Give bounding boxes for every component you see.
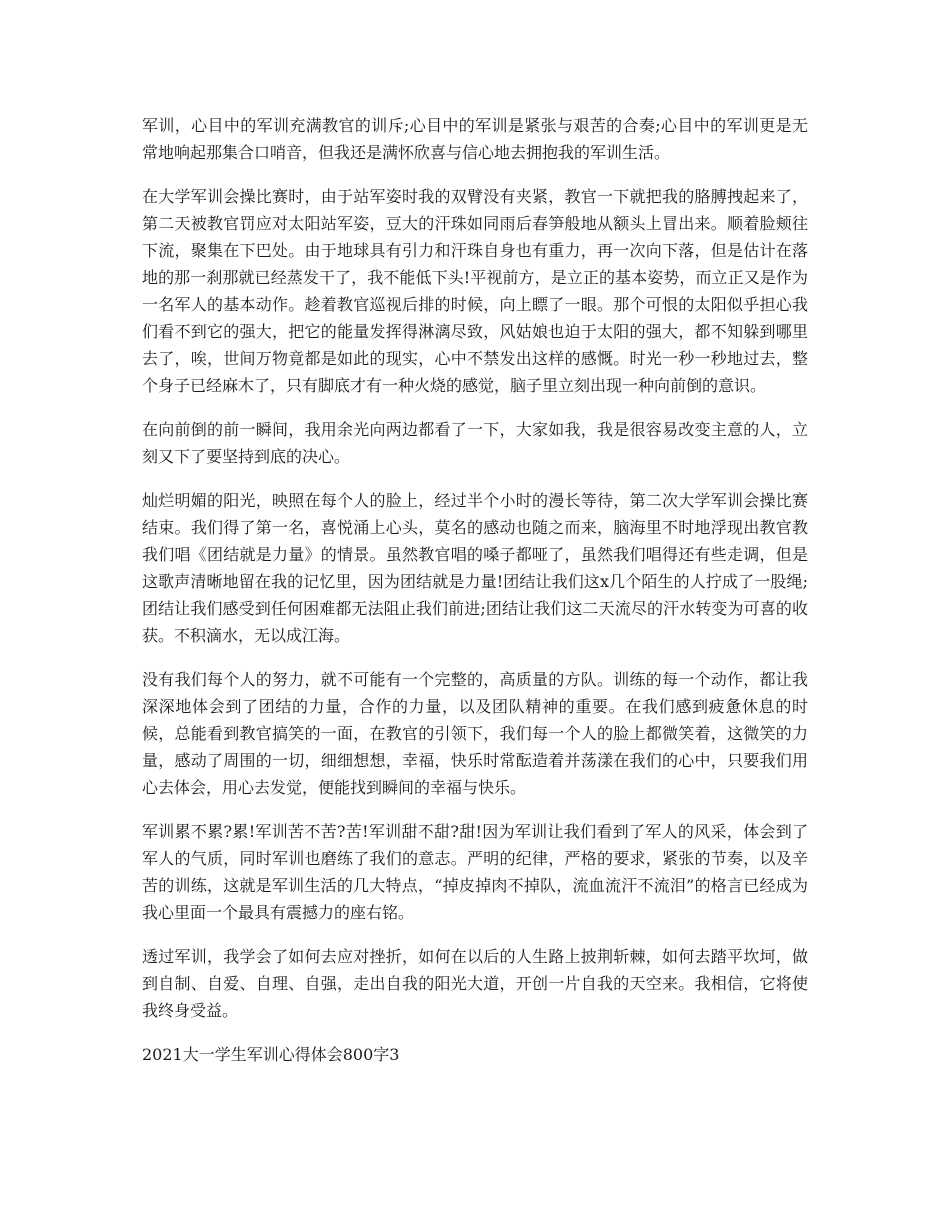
paragraph-6: 军训累不累?累!军训苦不苦?苦!军训甜不甜?甜!因为军训让我们看到了军人的风采，体会到了军人的气质，同时军训也磨练了我们的意志。严明的纪律，严格的要求，紧张的节奏，以及辛苦的训练，这就是军训生活的几大特点，“掉皮掉肉不掉队，流血流汗不流泪”的格言已经成为我心里面一个最具有震撼力的座右铭。 (142, 822, 808, 922)
section-heading: 2021大一学生军训心得体会800字3 (142, 1045, 400, 1064)
paragraph-5: 没有我们每个人的努力，就不可能有一个完整的，高质量的方队。训练的每一个动作，都让我深深地体会到了团结的力量，合作的力量，以及团队精神的重要。在我们感到疲惫休息的时候，总能看到教官搞笑的一面，在教官的引领下，我们每一个人的脸上都微笑着，这微笑的力量，感动了周围的一切，细细想想，幸福，快乐时常酝造着并荡漾在我们的心中，只要我们用心去体会，用心去发觉，便能找到瞬间的幸福与快乐。 (142, 670, 808, 797)
paragraph-4: 灿烂明媚的阳光，映照在每个人的脸上，经过半个小时的漫长等待，第二次大学军训会操比赛结束。我们得了第一名，喜悦涌上心头，莫名的感动也随之而来，脑海里不时地浮现出教官教我们唱《团结就是力量》的情景。虽然教官唱的嗓子都哑了，虽然我们唱得还有些走调，但是这歌声清晰地留在我的记忆里，因为团结就是力量!团结让我们这x几个陌生的人拧成了一股绳;团结让我们感受到任何困难都无法阻止我们前进;团结让我们这二天流尽的汗水转变为可喜的收获。不积滴水，无以成江海。 (142, 491, 808, 645)
paragraph-3: 在向前倒的前一瞬间，我用余光向两边都看了一下，大家如我，我是很容易改变主意的人，立刻又下了要坚持到底的决心。 (142, 420, 808, 466)
paragraph-7: 透过军训，我学会了如何去应对挫折，如何在以后的人生路上披荆斩棘，如何去踏平坎坷，做到自制、自爱、自理、自强，走出自我的阳光大道，开创一片自我的天空来。我相信，它将使我终身受益。 (142, 947, 808, 1020)
paragraph-2: 在大学军训会操比赛时，由于站军姿时我的双臂没有夹紧，教官一下就把我的胳膊拽起来了，第二天被教官罚应对太阳站军姿，豆大的汗珠如同雨后春笋般地从额头上冒出来。顺着脸颊往下流，聚集在下巴处。由于地球具有引力和汗珠自身也有重力，再一次向下落，但是估计在落地的那一刹那就已经蒸发干了，我不能低下头!平视前方，是立正的基本姿势，而立正又是作为一名军人的基本动作。趁着教官巡视后排的时候，向上瞟了一眼。那个可恨的太阳似乎担心我们看不到它的强大，把它的能量发挥得淋漓尽致，风姑娘也迫于太阳的强大，都不知躲到哪里去了，唉，世间万物竟都是如此的现实，心中不禁发出这样的感慨。时光一秒一秒地过去，整个身子已经麻木了，只有脚底才有一种火烧的感觉，脑子里立刻出现一种向前倒的意识。 (142, 187, 808, 395)
paragraph-1: 军训，心目中的军训充满教官的训斥;心目中的军训是紧张与艰苦的合奏;心目中的军训更是无常地响起那集合口哨音，但我还是满怀欣喜与信心地去拥抱我的军训生活。 (142, 116, 808, 162)
